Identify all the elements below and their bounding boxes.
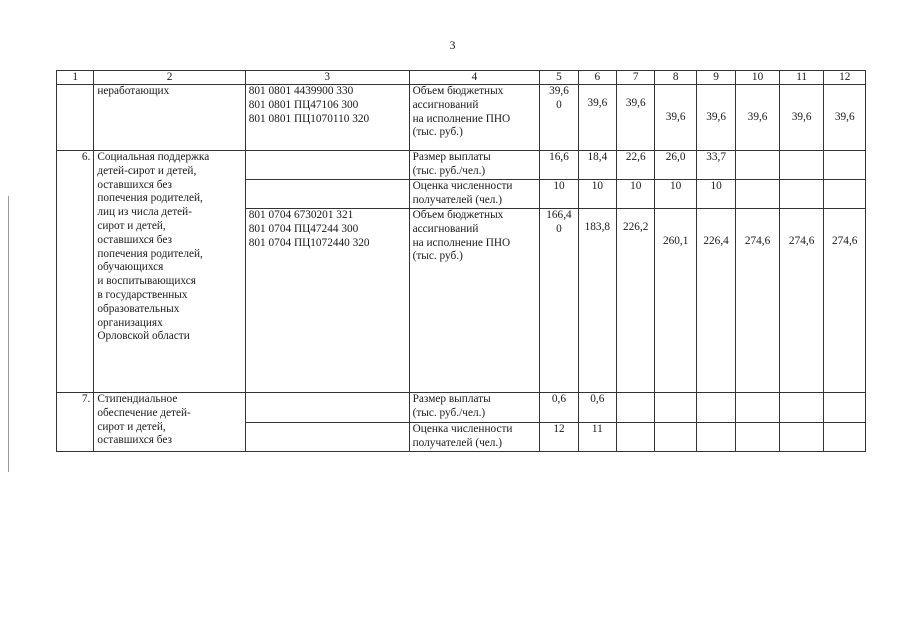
indicator-name: Объем бюджетных ассигнований на исполнение ПНО (тыс. руб.)	[409, 85, 540, 151]
value-cell	[824, 423, 866, 452]
value-cell: 39,6	[824, 85, 866, 151]
budget-codes	[245, 423, 409, 452]
column-header: 8	[655, 71, 696, 85]
value-cell	[696, 393, 735, 423]
value-cell	[736, 180, 780, 209]
measure-name: неработающих	[94, 85, 245, 151]
value-cell	[824, 151, 866, 180]
measure-name: Стипендиальное обеспечение детей- сирот и детей, оставшихся без	[94, 393, 245, 452]
value-cell: 22,6	[617, 151, 655, 180]
indicator-name: Размер выплаты (тыс. руб./чел.)	[409, 393, 540, 423]
value-cell: 26,0	[655, 151, 696, 180]
column-header: 10	[736, 71, 780, 85]
indicator-name: Объем бюджетных ассигнований на исполнение ПНО (тыс. руб.)	[409, 209, 540, 393]
value-cell	[824, 393, 866, 423]
value-cell	[736, 393, 780, 423]
value-cell: 39,6 0	[540, 85, 578, 151]
value-cell	[736, 151, 780, 180]
row-number-cell: 6.	[57, 151, 94, 393]
value-cell: 39,6	[779, 85, 824, 151]
budget-codes: 801 0801 4439900 330 801 0801 ПЦ47106 300 801 0801 ПЦ1070110 320	[245, 85, 409, 151]
value-cell: 226,4	[696, 209, 735, 393]
table-row	[57, 393, 866, 423]
budget-codes	[245, 393, 409, 423]
table-row	[57, 85, 866, 151]
value-cell: 0,6	[578, 393, 616, 423]
value-cell	[617, 393, 655, 423]
value-cell: 166,4 0	[540, 209, 578, 393]
column-header: 2	[94, 71, 245, 85]
row-number-cell	[57, 85, 94, 151]
value-cell: 39,6	[696, 85, 735, 151]
column-number-row	[57, 71, 866, 85]
budget-table	[56, 70, 866, 452]
indicator-name: Размер выплаты (тыс. руб./чел.)	[409, 151, 540, 180]
indicator-name: Оценка численности получателей (чел.)	[409, 180, 540, 209]
column-header: 1	[57, 71, 94, 85]
value-cell: 39,6	[736, 85, 780, 151]
row-number-cell: 7.	[57, 393, 94, 452]
value-cell	[696, 423, 735, 452]
value-cell: 12	[540, 423, 578, 452]
value-cell: 274,6	[779, 209, 824, 393]
value-cell: 274,6	[736, 209, 780, 393]
page-number: 3	[449, 38, 456, 52]
column-header: 9	[696, 71, 735, 85]
column-header: 7	[617, 71, 655, 85]
value-cell: 11	[578, 423, 616, 452]
value-cell: 10	[540, 180, 578, 209]
value-cell: 33,7	[696, 151, 735, 180]
value-cell: 10	[655, 180, 696, 209]
value-cell	[779, 423, 824, 452]
budget-codes	[245, 151, 409, 180]
column-header: 12	[824, 71, 866, 85]
value-cell	[736, 423, 780, 452]
budget-codes	[245, 180, 409, 209]
measure-name: Социальная поддержка детей-сирот и детей, оставшихся без попечения родителей, лиц из числа детей- сирот и детей, оставшихся без попечения родителей, обучающихся и воспитывающихся в государственных образовательных организациях Орловской области	[94, 151, 245, 393]
column-header: 4	[409, 71, 540, 85]
value-cell	[779, 180, 824, 209]
value-cell: 39,6	[578, 85, 616, 151]
column-header: 3	[245, 71, 409, 85]
value-cell	[655, 423, 696, 452]
budget-codes: 801 0704 6730201 321 801 0704 ПЦ47244 300 801 0704 ПЦ1072440 320	[245, 209, 409, 393]
value-cell	[824, 180, 866, 209]
value-cell: 226,2	[617, 209, 655, 393]
value-cell: 260,1	[655, 209, 696, 393]
value-cell: 10	[617, 180, 655, 209]
column-header: 5	[540, 71, 578, 85]
indicator-name: Оценка численности получателей (чел.)	[409, 423, 540, 452]
column-header: 6	[578, 71, 616, 85]
column-header: 11	[779, 71, 824, 85]
value-cell: 39,6	[655, 85, 696, 151]
value-cell: 183,8	[578, 209, 616, 393]
scan-margin-line	[8, 196, 9, 472]
value-cell	[655, 393, 696, 423]
table-row	[57, 151, 866, 180]
value-cell: 10	[578, 180, 616, 209]
value-cell	[617, 423, 655, 452]
value-cell: 274,6	[824, 209, 866, 393]
value-cell	[779, 151, 824, 180]
value-cell: 39,6	[617, 85, 655, 151]
value-cell: 16,6	[540, 151, 578, 180]
value-cell: 0,6	[540, 393, 578, 423]
value-cell: 18,4	[578, 151, 616, 180]
value-cell	[779, 393, 824, 423]
value-cell: 10	[696, 180, 735, 209]
